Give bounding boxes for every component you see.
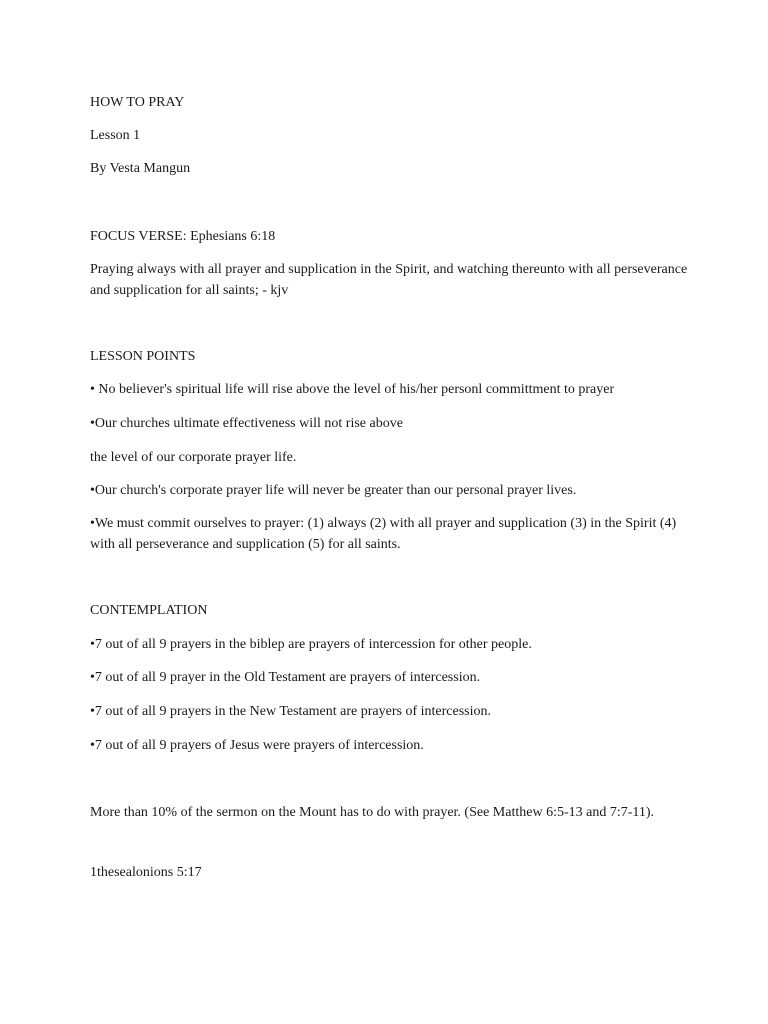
lesson-point: •We must commit ourselves to prayer: (1) always (2) with all prayer and supplication (3) in the Spirit (4) with all perseverance and supplication (5) for all saints. — [90, 516, 677, 552]
scripture-reference: 1thesealonions 5:17 — [90, 865, 202, 880]
sermon-note: More than 10% of the sermon on the Mount has to do with prayer. (See Matthew 6:5-13 and 7:7-11). — [90, 805, 655, 820]
contemplation-point: •7 out of all 9 prayers in the New Testament are prayers of intercession. — [90, 704, 491, 719]
lesson-point-continuation: the level of our corporate prayer life. — [90, 450, 297, 465]
author-line: By Vesta Mangun — [90, 161, 191, 176]
contemplation-heading: CONTEMPLATION — [90, 603, 208, 618]
document-title: HOW TO PRAY — [90, 95, 185, 110]
lesson-point: • No believer's spiritual life will rise above the level of his/her personl committment to prayer — [90, 382, 615, 397]
lesson-number: Lesson 1 — [90, 128, 141, 143]
contemplation-point: •7 out of all 9 prayer in the Old Testament are prayers of intercession. — [90, 670, 481, 685]
contemplation-point: •7 out of all 9 prayers of Jesus were prayers of intercession. — [90, 738, 424, 753]
lesson-points-heading: LESSON POINTS — [90, 349, 196, 364]
lesson-point: •Our churches ultimate effectiveness will not rise above — [90, 416, 403, 431]
lesson-point: •Our church's corporate prayer life will never be greater than our personal prayer lives. — [90, 483, 577, 498]
focus-verse-heading: FOCUS VERSE: Ephesians 6:18 — [90, 229, 276, 244]
contemplation-point: •7 out of all 9 prayers in the biblep are prayers of intercession for other people. — [90, 637, 532, 652]
focus-verse-text: Praying always with all prayer and supplication in the Spirit, and watching thereunto with all perseverance and supplication for all saints; - kjv — [90, 262, 688, 298]
